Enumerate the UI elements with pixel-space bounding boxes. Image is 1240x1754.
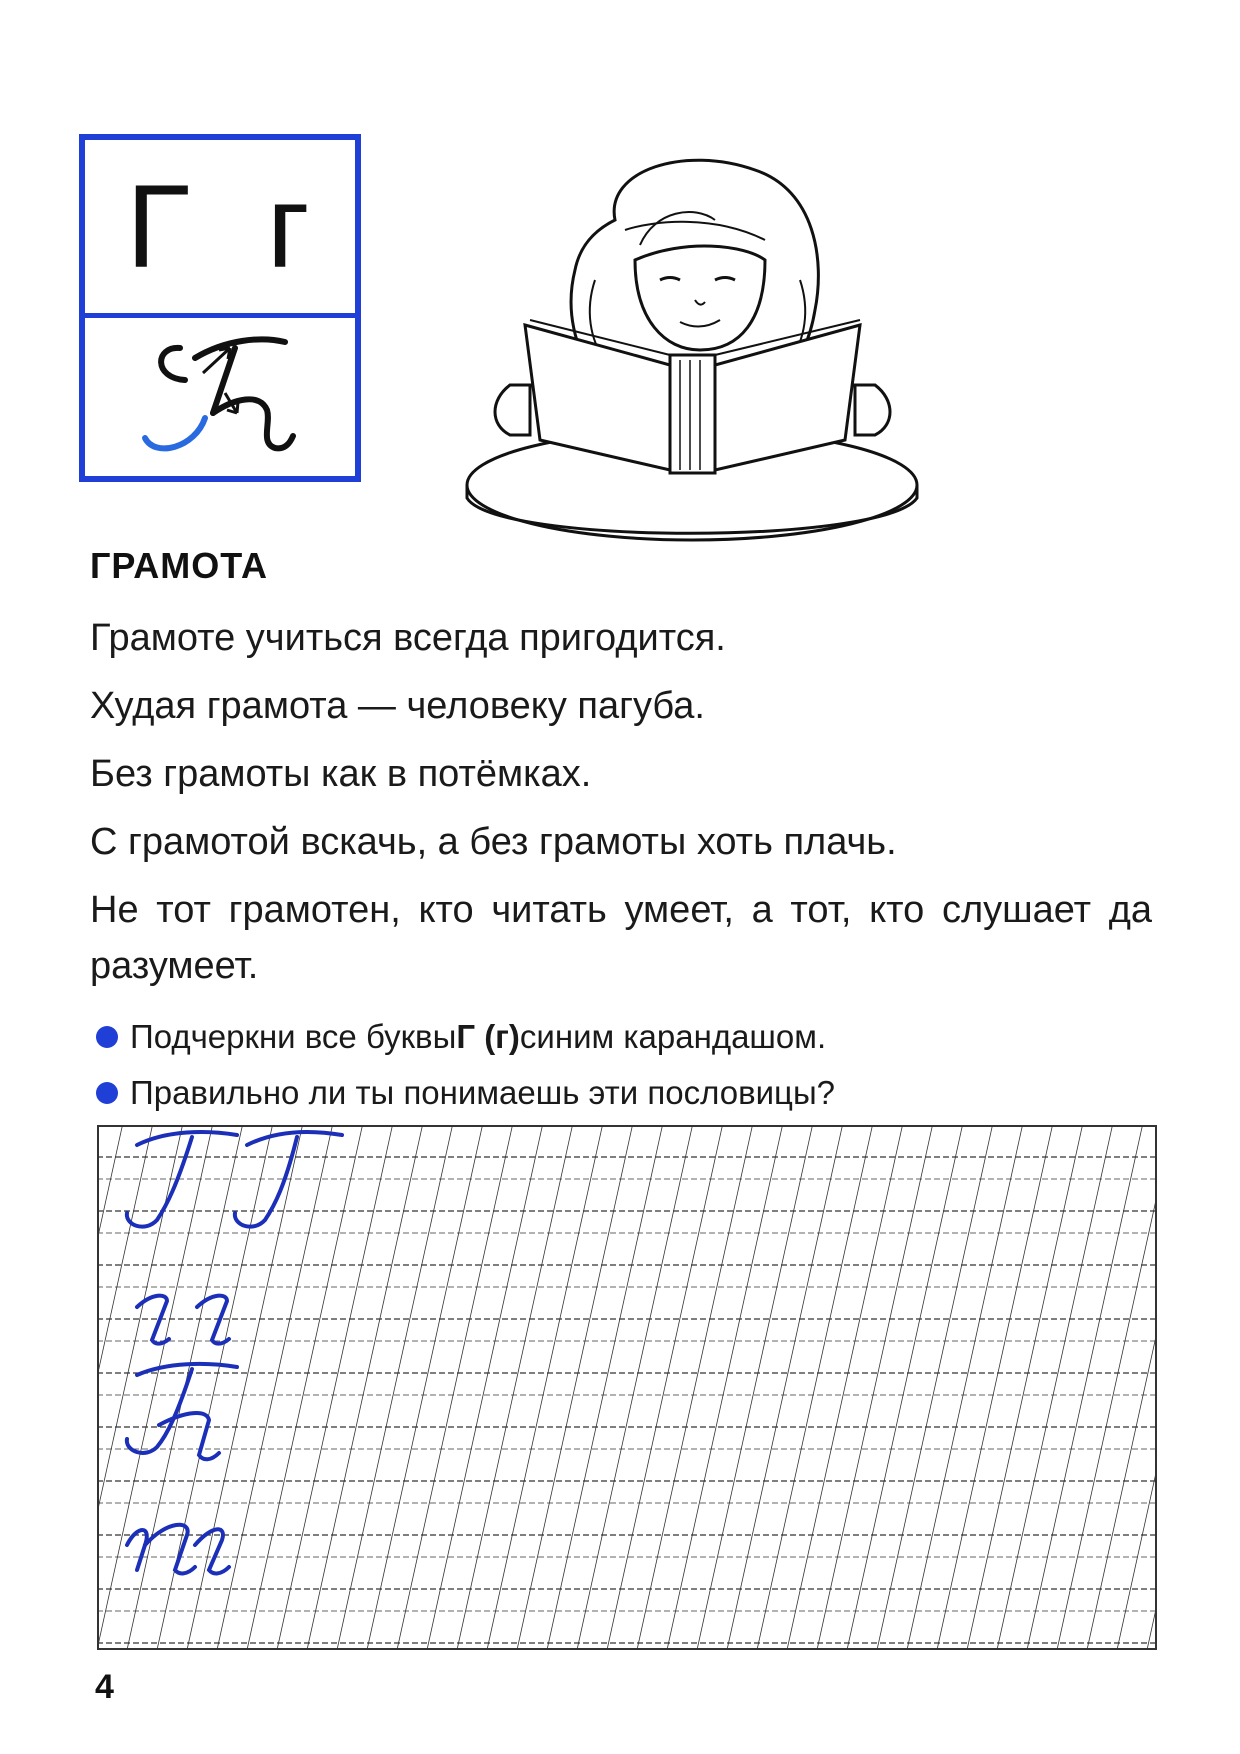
grid-slant-line — [817, 1125, 933, 1650]
grid-slant-line — [577, 1125, 693, 1650]
cursive-sample-capital-with-small-g-icon — [127, 1364, 237, 1459]
grid-slant-line — [757, 1125, 873, 1650]
grid-slant-line — [1027, 1125, 1143, 1650]
grid-slant-line — [247, 1125, 363, 1650]
grid-slant-line — [397, 1125, 513, 1650]
proverb-1: Грамоте учиться всегда пригодится. — [90, 617, 726, 659]
printed-letters: Г г — [126, 160, 332, 293]
grid-slant-line — [97, 1125, 123, 1650]
grid-slant-line — [97, 1125, 183, 1650]
grid-slant-line — [727, 1125, 843, 1650]
grid-slant-line — [847, 1125, 963, 1650]
proverb-5: Не тот грамотен, кто читать умеет, а тот, кто слушает да разумеет. — [90, 889, 1152, 987]
grid-slant-line — [367, 1125, 483, 1650]
grid-slant-line — [937, 1125, 1053, 1650]
cursive-sample-small-g-icon — [137, 1296, 229, 1344]
page-number: 4 — [95, 1668, 114, 1706]
grid-slant-line — [1117, 1125, 1157, 1650]
grid-slant-line — [697, 1125, 813, 1650]
cursive-capital-g-with-arrows-icon — [85, 318, 355, 478]
grid-slant-line — [187, 1125, 303, 1650]
grid-slant-line — [967, 1125, 1083, 1650]
task-underline-text-end: синим карандашом. — [519, 1018, 827, 1055]
task-underline-letters: Г (г) — [456, 1018, 520, 1055]
page-title: ГРАМОТА — [90, 545, 268, 586]
grid-slant-line — [877, 1125, 993, 1650]
grid-slant-line — [907, 1125, 1023, 1650]
grid-slant-line — [637, 1125, 753, 1650]
bullet-icon — [96, 1026, 118, 1048]
proverb-2: Худая грамота — человеку пагуба. — [90, 685, 705, 727]
bullet-icon — [96, 1082, 118, 1104]
task-proverbs-text: Правильно ли ты понимаешь эти пословицы? — [130, 1074, 836, 1111]
grid-border — [98, 1126, 1156, 1649]
grid-slant-line — [427, 1125, 543, 1650]
grid-slant-line — [487, 1125, 603, 1650]
handwriting-practice-grid — [97, 1125, 1157, 1650]
task-underline-text-start: Подчеркни все буквы — [130, 1018, 457, 1055]
letter-card-cursive-section — [85, 318, 355, 476]
grid-slant-line — [607, 1125, 723, 1650]
grid-lines — [97, 1125, 1157, 1650]
grid-slant-line — [1057, 1125, 1157, 1650]
grid-slant-line — [97, 1125, 213, 1650]
proverb-4: С грамотой вскачь, а без грамоты хоть плачь. — [90, 821, 897, 863]
grid-slant-line — [997, 1125, 1113, 1650]
grid-slant-line — [547, 1125, 663, 1650]
letter-card-printed-section — [85, 140, 355, 318]
grid-slant-line — [517, 1125, 633, 1650]
grid-slant-line — [787, 1125, 903, 1650]
grid-slant-line — [667, 1125, 783, 1650]
cursive-sample-connected-g-icon — [127, 1525, 229, 1574]
grid-slant-line — [1087, 1125, 1157, 1650]
grid-slant-line — [457, 1125, 573, 1650]
grid-slant-line — [307, 1125, 423, 1650]
girl-reading-book-icon — [455, 150, 930, 570]
task-underline — [96, 1017, 826, 1057]
grid-slant-line — [337, 1125, 453, 1650]
letter-card — [79, 134, 361, 482]
task-proverbs — [96, 1073, 835, 1113]
proverb-3: Без грамоты как в потёмках. — [90, 753, 592, 795]
grid-slant-line — [277, 1125, 393, 1650]
